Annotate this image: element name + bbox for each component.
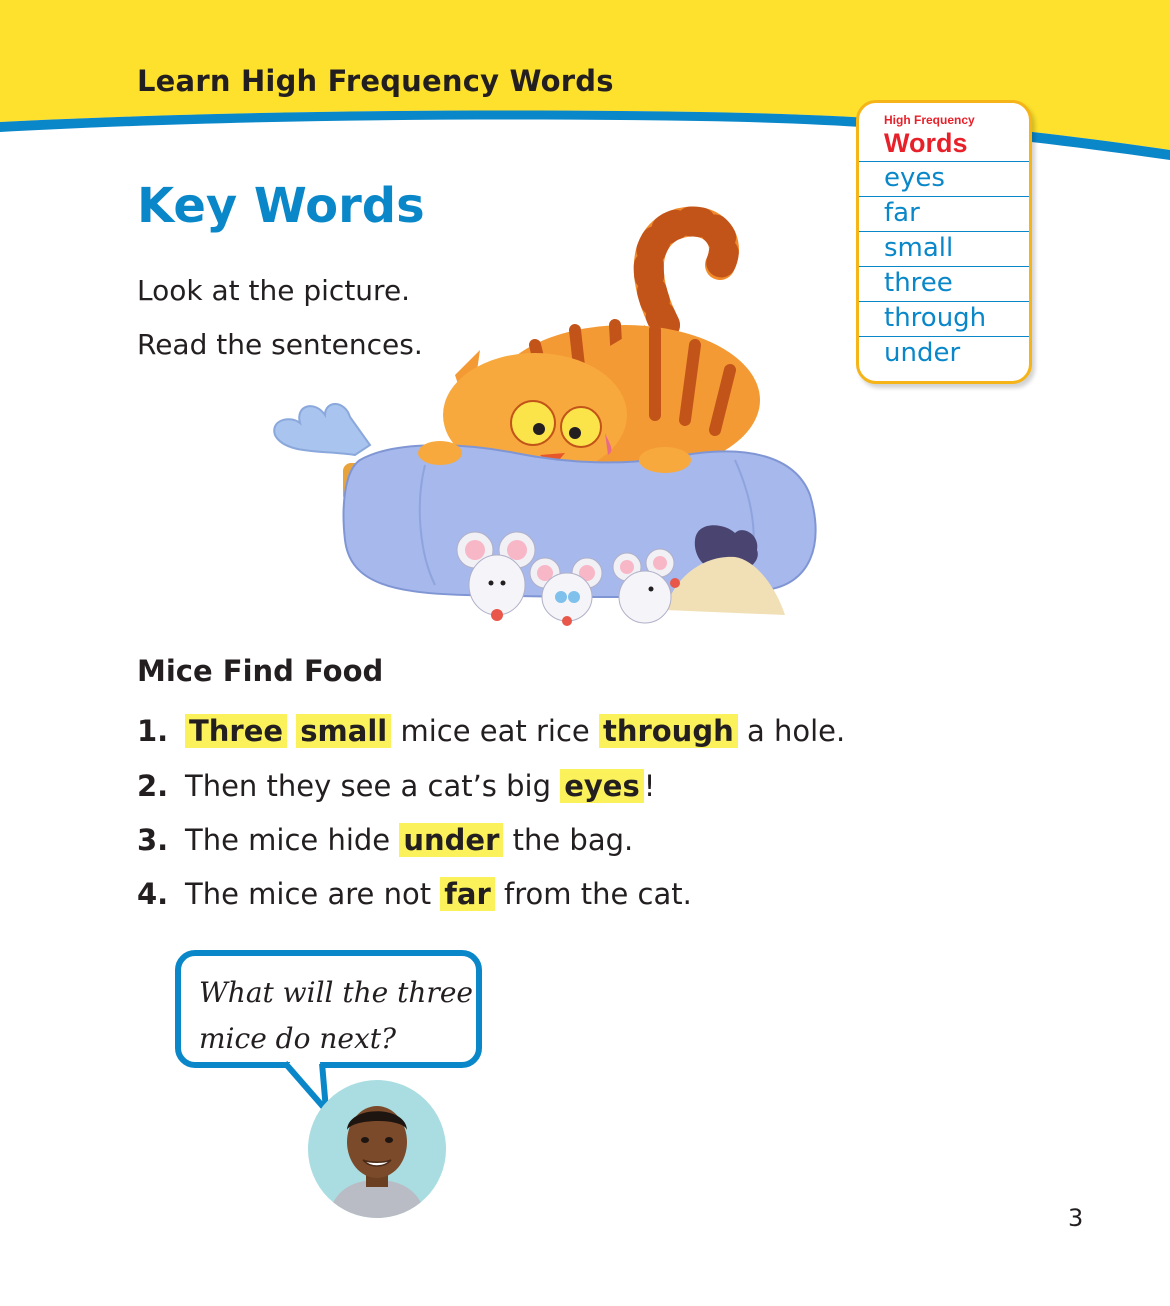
section-header: Learn High Frequency Words <box>137 64 614 98</box>
sentence-text: ! <box>643 769 656 803</box>
word-item: small <box>859 231 1029 266</box>
word-item: eyes <box>859 161 1029 196</box>
sentence-1 <box>137 714 845 748</box>
instruction-1: Look at the picture. <box>137 274 411 307</box>
sentence-text: a hole. <box>737 714 846 748</box>
sentence-text: the bag. <box>503 823 634 857</box>
word-list <box>859 161 1029 371</box>
word-box-title: Words <box>884 128 968 158</box>
word-box-subtitle: High Frequency <box>884 113 975 127</box>
cat-and-mice-illustration <box>265 205 835 645</box>
sentence-4 <box>137 877 692 911</box>
instruction-2: Read the sentences. <box>137 328 423 361</box>
sentence-number: 3. <box>137 823 169 857</box>
child-avatar <box>308 1080 446 1218</box>
speech-bubble <box>175 950 482 1068</box>
sentence-3 <box>137 823 633 857</box>
key-word-highlight: eyes <box>560 769 644 803</box>
key-word-highlight: under <box>399 823 503 857</box>
sentence-number: 1. <box>137 714 169 748</box>
key-word-highlight: Three <box>185 714 287 748</box>
sentence-text: mice eat rice <box>391 714 599 748</box>
sentence-text: The mice hide <box>185 823 400 857</box>
sentence-2 <box>137 769 655 803</box>
boy-portrait-icon <box>308 1080 446 1218</box>
page-number: 3 <box>1068 1204 1084 1232</box>
page-title: Key Words <box>137 178 425 234</box>
sentence-text: from the cat. <box>494 877 692 911</box>
sentence-number: 2. <box>137 769 169 803</box>
key-word-highlight: through <box>599 714 738 748</box>
word-item: under <box>859 336 1029 371</box>
word-item: through <box>859 301 1029 336</box>
word-item: three <box>859 266 1029 301</box>
word-item: far <box>859 196 1029 231</box>
sentence-text: Then they see a cat’s big <box>185 769 561 803</box>
key-word-highlight: small <box>296 714 391 748</box>
key-word-highlight: far <box>440 877 495 911</box>
story-title: Mice Find Food <box>137 654 384 688</box>
speech-bubble-text: What will the three mice do next? <box>199 976 473 1055</box>
sentence-text <box>287 714 296 748</box>
high-frequency-word-box <box>856 100 1032 384</box>
sentence-number: 4. <box>137 877 169 911</box>
sentence-text: The mice are not <box>185 877 441 911</box>
